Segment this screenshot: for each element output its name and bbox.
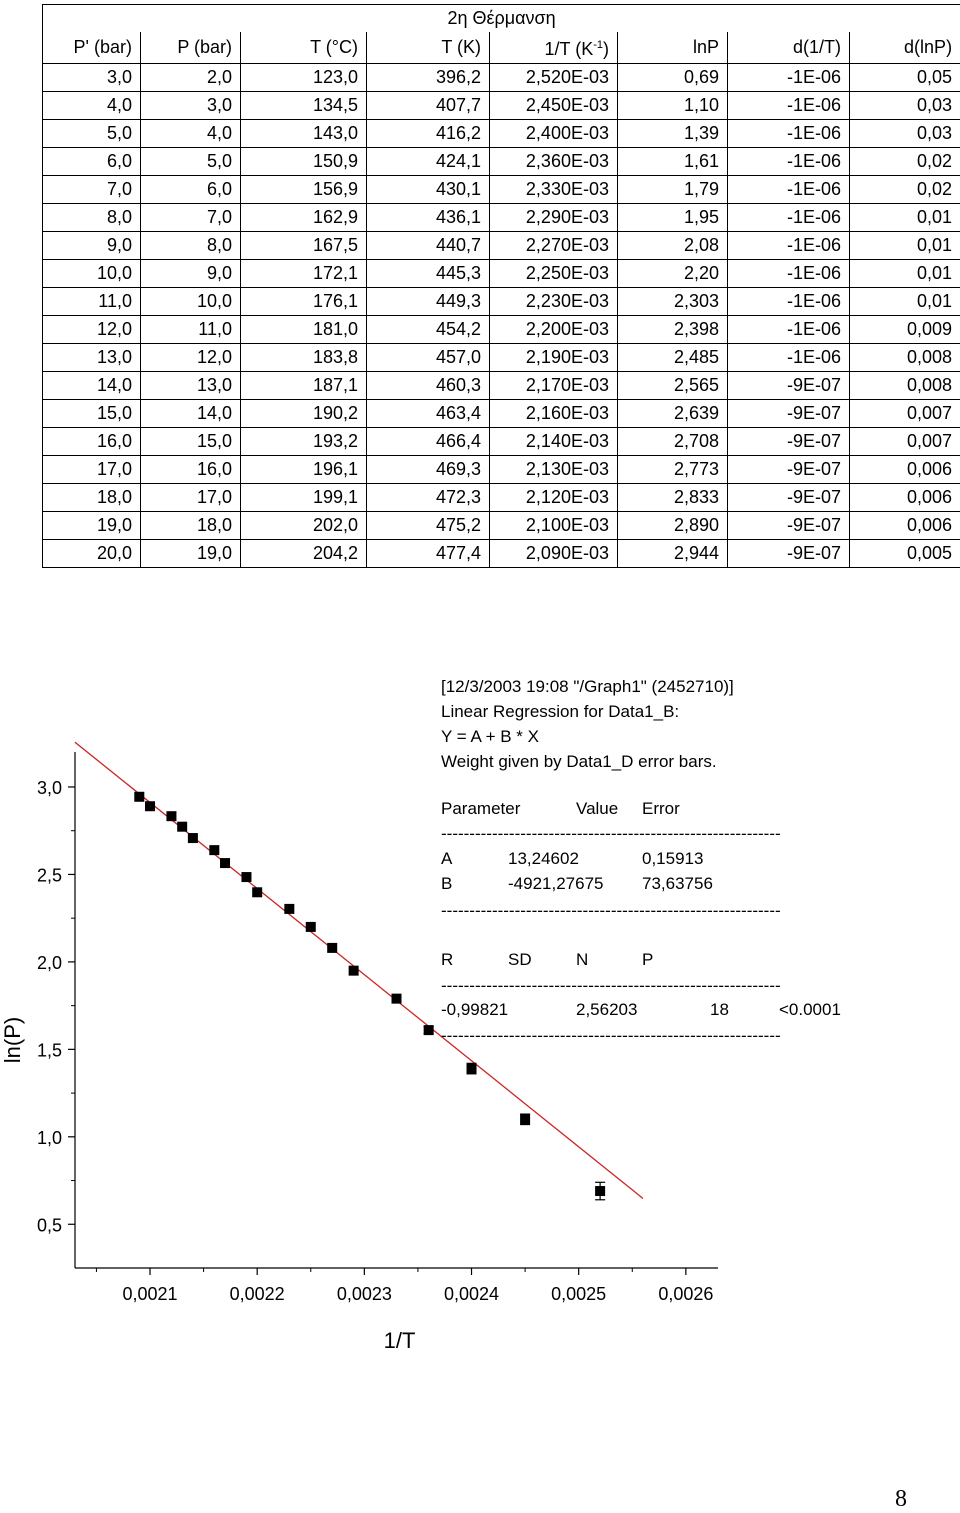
- table-cell: 2,0: [141, 64, 241, 92]
- table-cell: 2,140E-03: [490, 428, 618, 456]
- table-cell: 2,270E-03: [490, 232, 618, 260]
- table-cell: 445,3: [367, 260, 490, 288]
- table-cell: 0,02: [850, 176, 960, 204]
- table-cell: -9E-07: [728, 540, 850, 568]
- table-header-cell: P (bar): [141, 32, 241, 64]
- table-row: [43, 428, 960, 456]
- y-tick-label: 2,5: [36, 865, 62, 886]
- table-cell: 0,006: [850, 512, 960, 540]
- annotation-line: Weight given by Data1_D error bars.: [441, 752, 717, 771]
- table-cell: 2,360E-03: [490, 148, 618, 176]
- table-cell: 17,0: [43, 456, 141, 484]
- data-point: [166, 811, 176, 821]
- x-tick-label: 0,0026: [658, 1284, 714, 1304]
- annotation-separator: ------------------------------------------------------------: [441, 976, 781, 995]
- y-tick-label: 2,0: [36, 952, 62, 973]
- table-cell: 2,090E-03: [490, 540, 618, 568]
- table-cell: 0,007: [850, 428, 960, 456]
- table-cell: 2,290E-03: [490, 204, 618, 232]
- table-cell: 162,9: [241, 204, 367, 232]
- table-cell: 2,485: [618, 344, 728, 372]
- table-row: [43, 484, 960, 512]
- table-row: [43, 512, 960, 540]
- annotation-param-header: Value: [576, 799, 619, 818]
- table-cell: -9E-07: [728, 484, 850, 512]
- table-row: [43, 456, 960, 484]
- table-cell: 466,4: [367, 428, 490, 456]
- table-cell: 6,0: [141, 176, 241, 204]
- table-cell: -1E-06: [728, 288, 850, 316]
- y-tick-label: 1,5: [36, 1040, 62, 1061]
- annotation-line: Y = A + B * X: [441, 727, 539, 746]
- annotation-separator: ------------------------------------------------------------: [441, 901, 781, 920]
- table-cell: 0,01: [850, 204, 960, 232]
- table-row: [43, 120, 960, 148]
- table-cell: 430,1: [367, 176, 490, 204]
- table-cell: 176,1: [241, 288, 367, 316]
- table-cell: 199,1: [241, 484, 367, 512]
- table-cell: 1,61: [618, 148, 728, 176]
- table-cell: 463,4: [367, 400, 490, 428]
- table-cell: -9E-07: [728, 456, 850, 484]
- table-cell: 424,1: [367, 148, 490, 176]
- table-cell: 472,3: [367, 484, 490, 512]
- table-cell: 2,708: [618, 428, 728, 456]
- y-tick-label: 0,5: [36, 1215, 62, 1236]
- table-cell: 11,0: [43, 288, 141, 316]
- table-cell: 14,0: [141, 400, 241, 428]
- table-cell: -1E-06: [728, 92, 850, 120]
- table-cell: 2,20: [618, 260, 728, 288]
- table-cell: 436,1: [367, 204, 490, 232]
- annotation-separator: ------------------------------------------------------------: [441, 824, 781, 843]
- annotation-param-value: 73,63756: [642, 874, 713, 893]
- table-cell: 3,0: [141, 92, 241, 120]
- table-cell: 10,0: [43, 260, 141, 288]
- table-header-cell: T (K): [367, 32, 490, 64]
- table-cell: -1E-06: [728, 120, 850, 148]
- annotation-stats-value: 2,56203: [576, 1000, 638, 1019]
- table-cell: -9E-07: [728, 400, 850, 428]
- table-cell: 407,7: [367, 92, 490, 120]
- table-cell: 16,0: [141, 456, 241, 484]
- table-cell: 0,01: [850, 232, 960, 260]
- table-cell: 1,39: [618, 120, 728, 148]
- annotation-stats-value: <0.0001: [779, 1000, 841, 1019]
- data-point: [145, 801, 155, 811]
- page-number: 8: [895, 1486, 907, 1512]
- table-row: [43, 288, 960, 316]
- table-cell: -1E-06: [728, 64, 850, 92]
- data-table: [42, 4, 960, 568]
- table-cell: 9,0: [141, 260, 241, 288]
- table-cell: 396,2: [367, 64, 490, 92]
- table-cell: 0,008: [850, 344, 960, 372]
- data-point: [252, 887, 262, 897]
- data-point: [241, 872, 251, 882]
- table-cell: 190,2: [241, 400, 367, 428]
- table-cell: -1E-06: [728, 204, 850, 232]
- x-tick-label: 0,0022: [229, 1284, 285, 1304]
- table-cell: -1E-06: [728, 176, 850, 204]
- table-cell: 4,0: [141, 120, 241, 148]
- table-cell: 2,120E-03: [490, 484, 618, 512]
- table-cell: 0,006: [850, 456, 960, 484]
- y-tick-label: 3,0: [36, 777, 62, 798]
- table-cell: 1,10: [618, 92, 728, 120]
- table-cell: 1,79: [618, 176, 728, 204]
- table-row: [43, 400, 960, 428]
- table-cell: -1E-06: [728, 232, 850, 260]
- table-header-cell: P' (bar): [43, 32, 141, 64]
- table-row: [43, 540, 960, 568]
- table-cell: 2,450E-03: [490, 92, 618, 120]
- table-cell: 9,0: [43, 232, 141, 260]
- data-point: [220, 858, 230, 868]
- table-header-cell: 1/T $(K^{-1})$: [490, 32, 618, 64]
- table-row: [43, 372, 960, 400]
- table-header-cell: T (°C): [241, 32, 367, 64]
- table-cell: 156,9: [241, 176, 367, 204]
- x-tick-label: 0,0021: [122, 1284, 178, 1304]
- y-tick-label: 1,0: [36, 1127, 62, 1148]
- table-row: [43, 148, 960, 176]
- scatter-chart: [0, 660, 960, 1360]
- table-cell: 16,0: [43, 428, 141, 456]
- data-point: [306, 922, 316, 932]
- table-cell: 8,0: [141, 232, 241, 260]
- table-row: [43, 64, 960, 92]
- table-header-cell: d(lnP): [850, 32, 960, 64]
- table-cell: 8,0: [43, 204, 141, 232]
- data-point: [595, 1186, 605, 1196]
- table-cell: 2,400E-03: [490, 120, 618, 148]
- table-cell: 2,100E-03: [490, 512, 618, 540]
- table-cell: 19,0: [141, 540, 241, 568]
- annotation-stats-value: -0,99821: [441, 1000, 509, 1019]
- data-point: [134, 792, 144, 802]
- annotation-separator: ------------------------------------------------------------: [441, 1026, 781, 1045]
- table-cell: -1E-06: [728, 316, 850, 344]
- table-cell: 2,230E-03: [490, 288, 618, 316]
- annotation-line: [12/3/2003 19:08 "/Graph1" (2452710)]: [441, 677, 734, 696]
- table-cell: -9E-07: [728, 428, 850, 456]
- x-tick-label: 0,0025: [551, 1284, 607, 1304]
- table-cell: -9E-07: [728, 372, 850, 400]
- annotation-param-header: Parameter: [441, 799, 521, 818]
- annotation-param-value: 13,24602: [508, 849, 579, 868]
- annotation-line: Linear Regression for Data1_B:: [441, 702, 680, 721]
- table-cell: 143,0: [241, 120, 367, 148]
- x-tick-label: 0,0023: [336, 1284, 392, 1304]
- data-point: [188, 833, 198, 843]
- table-cell: 0,03: [850, 120, 960, 148]
- table-cell: 2,250E-03: [490, 260, 618, 288]
- table-row: [43, 204, 960, 232]
- table-cell: 0,05: [850, 64, 960, 92]
- table-cell: 7,0: [43, 176, 141, 204]
- table-cell: -1E-06: [728, 260, 850, 288]
- table-cell: 0,01: [850, 260, 960, 288]
- x-axis-label: 1/T: [383, 1328, 416, 1353]
- annotation-stats-header: P: [642, 950, 654, 969]
- table-cell: 440,7: [367, 232, 490, 260]
- data-point: [209, 845, 219, 855]
- table-cell: 167,5: [241, 232, 367, 260]
- table-row: [43, 232, 960, 260]
- table-cell: 0,02: [850, 148, 960, 176]
- annotation-stats-header: N: [576, 950, 589, 969]
- annotation-param-value: B: [441, 874, 453, 893]
- data-point: [284, 904, 294, 914]
- data-point: [467, 1064, 477, 1074]
- table-row: [43, 260, 960, 288]
- table-cell: 18,0: [141, 512, 241, 540]
- annotation-param-value: A: [441, 849, 453, 868]
- table-cell: 0,008: [850, 372, 960, 400]
- table-cell: 10,0: [141, 288, 241, 316]
- table-cell: 416,2: [367, 120, 490, 148]
- table-cell: 18,0: [43, 484, 141, 512]
- table-cell: 0,69: [618, 64, 728, 92]
- data-point: [349, 966, 359, 976]
- table-cell: 4,0: [43, 92, 141, 120]
- table-cell: 477,4: [367, 540, 490, 568]
- table-cell: 454,2: [367, 316, 490, 344]
- table-cell: 2,303: [618, 288, 728, 316]
- table-cell: 2,398: [618, 316, 728, 344]
- table-body: [43, 64, 960, 568]
- annotation-stats-header: SD: [508, 950, 532, 969]
- table-cell: 2,944: [618, 540, 728, 568]
- y-axis-label: ln(P): [0, 1016, 25, 1064]
- table-cell: 0,006: [850, 484, 960, 512]
- table-cell: 1,95: [618, 204, 728, 232]
- table-cell: 457,0: [367, 344, 490, 372]
- table-cell: 14,0: [43, 372, 141, 400]
- table-cell: 2,170E-03: [490, 372, 618, 400]
- annotation-param-value: 0,15913: [642, 849, 704, 868]
- annotation-param-header: Error: [642, 799, 680, 818]
- table-cell: 2,639: [618, 400, 728, 428]
- annotation-stats-value: 18: [710, 1000, 729, 1019]
- data-point: [520, 1114, 530, 1124]
- table-cell: -1E-06: [728, 148, 850, 176]
- table-cell: 2,190E-03: [490, 344, 618, 372]
- x-tick-label: 0,0024: [443, 1284, 500, 1304]
- table-cell: -1E-06: [728, 344, 850, 372]
- table-cell: 2,565: [618, 372, 728, 400]
- table-cell: 2,833: [618, 484, 728, 512]
- table-cell: 0,03: [850, 92, 960, 120]
- table-cell: 20,0: [43, 540, 141, 568]
- table-cell: 0,005: [850, 540, 960, 568]
- table-cell: 134,5: [241, 92, 367, 120]
- data-point: [327, 943, 337, 953]
- annotation-param-value: -4921,27675: [508, 874, 604, 893]
- table-cell: 187,1: [241, 372, 367, 400]
- table-cell: 3,0: [43, 64, 141, 92]
- table-cell: 5,0: [43, 120, 141, 148]
- table-cell: 12,0: [141, 344, 241, 372]
- table-cell: 17,0: [141, 484, 241, 512]
- table-cell: 202,0: [241, 512, 367, 540]
- table-cell: 2,130E-03: [490, 456, 618, 484]
- data-point: [177, 822, 187, 832]
- table-row: [43, 344, 960, 372]
- table-cell: 193,2: [241, 428, 367, 456]
- table-cell: 15,0: [141, 428, 241, 456]
- table-cell: 5,0: [141, 148, 241, 176]
- table-title: 2η Θέρμανση: [43, 5, 960, 33]
- table-cell: 172,1: [241, 260, 367, 288]
- table-cell: 6,0: [43, 148, 141, 176]
- data-point: [392, 994, 402, 1004]
- table-cell: 460,3: [367, 372, 490, 400]
- table-cell: 2,773: [618, 456, 728, 484]
- table-cell: 196,1: [241, 456, 367, 484]
- table-cell: 204,2: [241, 540, 367, 568]
- table-header-row: [43, 32, 960, 64]
- table-cell: 15,0: [43, 400, 141, 428]
- table-cell: 7,0: [141, 204, 241, 232]
- table-cell: 2,890: [618, 512, 728, 540]
- annotation-stats-header: R: [441, 950, 454, 969]
- table-cell: 0,01: [850, 288, 960, 316]
- table-cell: 12,0: [43, 316, 141, 344]
- table-cell: 123,0: [241, 64, 367, 92]
- table-cell: 150,9: [241, 148, 367, 176]
- table-cell: 11,0: [141, 316, 241, 344]
- table-cell: 2,08: [618, 232, 728, 260]
- regression-line: [75, 742, 643, 1198]
- table-cell: 469,3: [367, 456, 490, 484]
- table-cell: 0,009: [850, 316, 960, 344]
- table-row: [43, 316, 960, 344]
- table-row: [43, 176, 960, 204]
- data-point: [424, 1025, 434, 1035]
- table-header-cell: d(1/T): [728, 32, 850, 64]
- table-header-cell: lnP: [618, 32, 728, 64]
- table-cell: 2,520E-03: [490, 64, 618, 92]
- table-row: [43, 92, 960, 120]
- table-cell: 2,160E-03: [490, 400, 618, 428]
- table-cell: 2,200E-03: [490, 316, 618, 344]
- table-cell: 0,007: [850, 400, 960, 428]
- table-cell: 183,8: [241, 344, 367, 372]
- table-cell: 13,0: [141, 372, 241, 400]
- table-cell: 475,2: [367, 512, 490, 540]
- table-cell: 19,0: [43, 512, 141, 540]
- table-cell: 449,3: [367, 288, 490, 316]
- table-cell: 181,0: [241, 316, 367, 344]
- table-cell: 13,0: [43, 344, 141, 372]
- table-cell: 2,330E-03: [490, 176, 618, 204]
- table-cell: -9E-07: [728, 512, 850, 540]
